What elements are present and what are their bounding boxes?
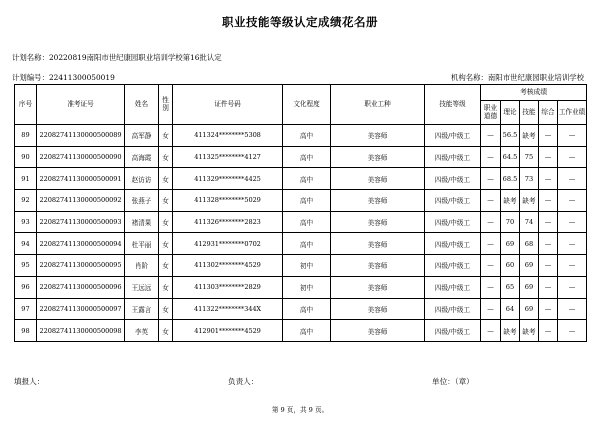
education-cell: 高中	[283, 125, 331, 147]
ethics-score-cell: —	[481, 146, 501, 168]
name-cell: 李英	[125, 320, 159, 342]
ticket-number-cell: 22082741130000500098	[37, 320, 125, 342]
seq-cell: 91	[15, 168, 37, 190]
header-occupation: 职业工种	[331, 85, 425, 125]
work-performance-cell: —	[558, 298, 587, 320]
theory-score-cell: 56.5	[501, 125, 520, 147]
overall-score-cell: —	[539, 255, 558, 277]
id-number-cell: 411329********4425	[173, 168, 283, 190]
name-cell: 杜平丽	[125, 233, 159, 255]
name-cell: 褚清果	[125, 211, 159, 233]
table-row	[15, 190, 587, 212]
header-ticket-number: 准考证号	[37, 85, 125, 125]
seq-cell: 95	[15, 255, 37, 277]
name-cell: 高军静	[125, 125, 159, 147]
theory-score-cell: 64.5	[501, 146, 520, 168]
seq-cell: 93	[15, 211, 37, 233]
page-indicator: 第 9 页，共 9 页。	[271, 406, 329, 414]
header-gender: 性别	[159, 85, 173, 125]
overall-score-cell: —	[539, 190, 558, 212]
education-cell: 高中	[283, 168, 331, 190]
skill-level-cell: 四级/中级工	[425, 125, 481, 147]
ticket-number-cell: 22082741130000500089	[37, 125, 125, 147]
table-row	[15, 298, 587, 320]
overall-score-cell: —	[539, 320, 558, 342]
occupation-cell: 美容师	[331, 190, 425, 212]
ticket-number-cell: 22082741130000500094	[37, 233, 125, 255]
table-row	[15, 276, 587, 298]
ticket-number-cell: 22082741130000500096	[37, 276, 125, 298]
skill-score-cell: 74	[520, 211, 539, 233]
gender-cell: 女	[159, 320, 173, 342]
theory-score-cell: 64	[501, 298, 520, 320]
header-professional-ethics: 职业道德	[481, 101, 501, 125]
theory-score-cell: 60	[501, 255, 520, 277]
occupation-cell: 美容师	[331, 168, 425, 190]
skill-score-cell: 68	[520, 233, 539, 255]
ticket-number-cell: 22082741130000500097	[37, 298, 125, 320]
education-cell: 高中	[283, 211, 331, 233]
skill-level-cell: 四级/中级工	[425, 190, 481, 212]
table-row	[15, 255, 587, 277]
seq-cell: 98	[15, 320, 37, 342]
ethics-score-cell: —	[481, 276, 501, 298]
work-performance-cell: —	[558, 320, 587, 342]
table-row	[15, 211, 587, 233]
organization-name: 机构名称：南阳市世纪康园职业培训学校	[450, 73, 584, 82]
work-performance-cell: —	[558, 233, 587, 255]
work-performance-cell: —	[558, 255, 587, 277]
responsible-label: 负责人：	[228, 377, 259, 386]
header-skill-level: 技能等级	[425, 85, 481, 125]
occupation-cell: 美容师	[331, 320, 425, 342]
occupation-cell: 美容师	[331, 233, 425, 255]
skill-score-cell: 75	[520, 146, 539, 168]
theory-score-cell: 65	[501, 276, 520, 298]
seq-cell: 97	[15, 298, 37, 320]
seq-cell: 94	[15, 233, 37, 255]
ethics-score-cell: —	[481, 211, 501, 233]
header-id-number: 证件号码	[173, 85, 283, 125]
ethics-score-cell: —	[481, 125, 501, 147]
skill-score-cell: 69	[520, 298, 539, 320]
overall-score-cell: —	[539, 233, 558, 255]
gender-cell: 女	[159, 255, 173, 277]
seq-cell: 90	[15, 146, 37, 168]
overall-score-cell: —	[539, 211, 558, 233]
ethics-score-cell: —	[481, 233, 501, 255]
ethics-score-cell: —	[481, 298, 501, 320]
header-seq: 序号	[15, 85, 37, 125]
plan-number: 计划编号：22411300050019	[12, 73, 115, 82]
skill-level-cell: 四级/中级工	[425, 276, 481, 298]
skill-score-cell: 69	[520, 276, 539, 298]
education-cell: 初中	[283, 276, 331, 298]
header-work-performance: 工作业绩	[558, 101, 587, 125]
education-cell: 初中	[283, 255, 331, 277]
header-overall: 综合	[539, 101, 558, 125]
occupation-cell: 美容师	[331, 276, 425, 298]
id-number-cell: 412901********4529	[173, 320, 283, 342]
id-number-cell: 411326********2823	[173, 211, 283, 233]
header-assessment-scores: 考核成绩	[481, 85, 587, 101]
gender-cell: 女	[159, 146, 173, 168]
ticket-number-cell: 22082741130000500091	[37, 168, 125, 190]
table-row	[15, 320, 587, 342]
skill-score-cell: 缺考	[520, 320, 539, 342]
table-row	[15, 233, 587, 255]
page-title: 职业技能等级认定成绩花名册	[222, 15, 378, 29]
ticket-number-cell: 22082741130000500093	[37, 211, 125, 233]
name-cell: 王露言	[125, 298, 159, 320]
seq-cell: 96	[15, 276, 37, 298]
ethics-score-cell: —	[481, 168, 501, 190]
table-row	[15, 168, 587, 190]
id-number-cell: 411328********5029	[173, 190, 283, 212]
id-number-cell: 411303********2829	[173, 276, 283, 298]
header-education: 文化程度	[283, 85, 331, 125]
gender-cell: 女	[159, 298, 173, 320]
seq-cell: 89	[15, 125, 37, 147]
plan-name: 计划名称：20220819南阳市世纪康园职业培训学校第16批认定	[12, 53, 222, 62]
skill-score-cell: 69	[520, 255, 539, 277]
education-cell: 高中	[283, 298, 331, 320]
overall-score-cell: —	[539, 146, 558, 168]
skill-score-cell: 缺考	[520, 190, 539, 212]
id-number-cell: 411302********4529	[173, 255, 283, 277]
work-performance-cell: —	[558, 168, 587, 190]
skill-score-cell: 73	[520, 168, 539, 190]
ethics-score-cell: —	[481, 320, 501, 342]
ethics-score-cell: —	[481, 190, 501, 212]
id-number-cell: 412931********0702	[173, 233, 283, 255]
work-performance-cell: —	[558, 190, 587, 212]
occupation-cell: 美容师	[331, 211, 425, 233]
skill-level-cell: 四级/中级工	[425, 298, 481, 320]
education-cell: 高中	[283, 233, 331, 255]
occupation-cell: 美容师	[331, 255, 425, 277]
work-performance-cell: —	[558, 125, 587, 147]
work-performance-cell: —	[558, 276, 587, 298]
education-cell: 高中	[283, 190, 331, 212]
unit-seal-label: 单位：（章）	[432, 377, 474, 386]
name-cell: 张燕子	[125, 190, 159, 212]
id-number-cell: 411322********344X	[173, 298, 283, 320]
name-cell: 肖阶	[125, 255, 159, 277]
ethics-score-cell: —	[481, 255, 501, 277]
education-cell: 高中	[283, 146, 331, 168]
name-cell: 王远远	[125, 276, 159, 298]
theory-score-cell: 69	[501, 233, 520, 255]
skill-level-cell: 四级/中级工	[425, 211, 481, 233]
name-cell: 赵访访	[125, 168, 159, 190]
theory-score-cell: 缺考	[501, 320, 520, 342]
work-performance-cell: —	[558, 146, 587, 168]
filler-label: 填报人：	[14, 377, 45, 386]
header-theory: 理论	[501, 101, 520, 125]
theory-score-cell: 70	[501, 211, 520, 233]
gender-cell: 女	[159, 125, 173, 147]
occupation-cell: 美容师	[331, 125, 425, 147]
id-number-cell: 411324********5308	[173, 125, 283, 147]
skill-level-cell: 四级/中级工	[425, 168, 481, 190]
overall-score-cell: —	[539, 168, 558, 190]
gender-cell: 女	[159, 211, 173, 233]
theory-score-cell: 缺考	[501, 190, 520, 212]
occupation-cell: 美容师	[331, 298, 425, 320]
gender-cell: 女	[159, 168, 173, 190]
occupation-cell: 美容师	[331, 146, 425, 168]
ticket-number-cell: 22082741130000500095	[37, 255, 125, 277]
skill-level-cell: 四级/中级工	[425, 233, 481, 255]
ticket-number-cell: 22082741130000500092	[37, 190, 125, 212]
table-row	[15, 146, 587, 168]
id-number-cell: 411325********4127	[173, 146, 283, 168]
header-skill: 技能	[520, 101, 539, 125]
overall-score-cell: —	[539, 125, 558, 147]
gender-cell: 女	[159, 233, 173, 255]
roster-body	[15, 125, 587, 342]
score-roster-table	[14, 84, 587, 342]
overall-score-cell: —	[539, 298, 558, 320]
overall-score-cell: —	[539, 276, 558, 298]
header-name: 姓名	[125, 85, 159, 125]
skill-level-cell: 四级/中级工	[425, 320, 481, 342]
skill-level-cell: 四级/中级工	[425, 255, 481, 277]
ticket-number-cell: 22082741130000500090	[37, 146, 125, 168]
skill-score-cell: 缺考	[520, 125, 539, 147]
table-row	[15, 125, 587, 147]
gender-cell: 女	[159, 190, 173, 212]
name-cell: 高海霞	[125, 146, 159, 168]
skill-level-cell: 四级/中级工	[425, 146, 481, 168]
theory-score-cell: 68.5	[501, 168, 520, 190]
seq-cell: 92	[15, 190, 37, 212]
gender-cell: 女	[159, 276, 173, 298]
work-performance-cell: —	[558, 211, 587, 233]
education-cell: 高中	[283, 320, 331, 342]
